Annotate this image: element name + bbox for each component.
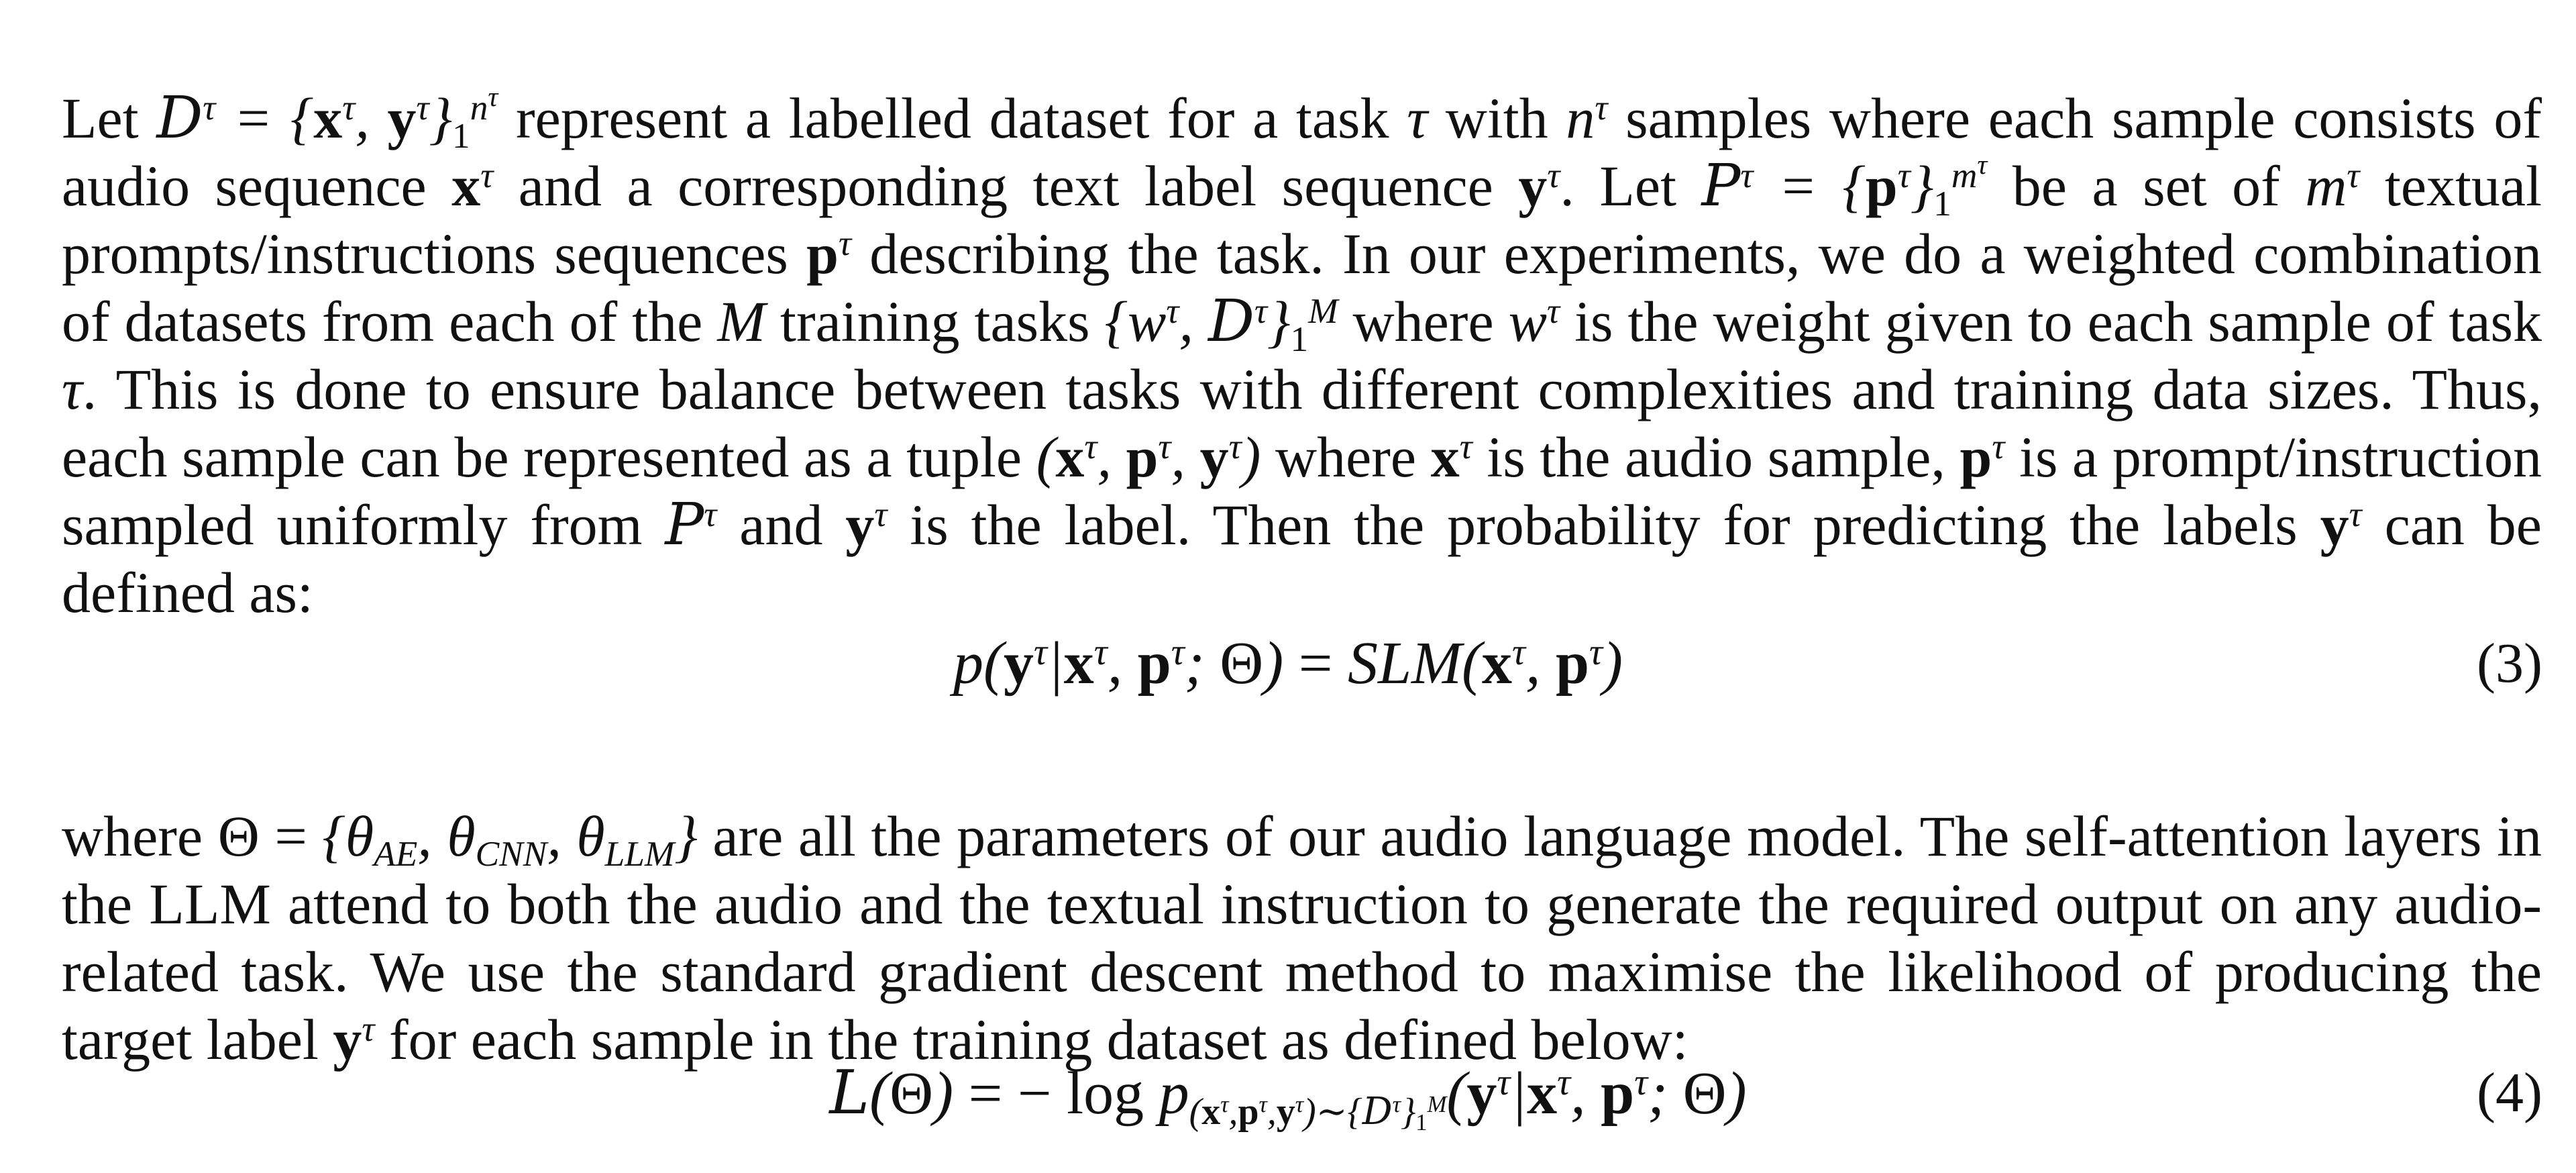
text-run: Let — [62, 86, 157, 150]
text-run: for each sample in the training dataset as defined below: — [374, 1007, 1688, 1072]
math-tau: τ — [62, 357, 83, 421]
equation-4 — [0, 1056, 2576, 1136]
text-run: is the label. Then the probability for predicting the labels — [887, 493, 2320, 557]
text-run: is a prompt/instruction sampled uniformly from — [62, 425, 2542, 557]
text-run: describing the task. In our experiments, we do a weighted combination of datasets from each of the — [62, 221, 2542, 354]
text-run: textual prompts/instructions sequences — [62, 154, 2542, 286]
text-run: be a set of — [1987, 154, 2306, 218]
text-run: with — [1428, 86, 1566, 150]
math-x-tau: $x^\tau$ — [451, 154, 494, 218]
math-M: M — [717, 289, 766, 354]
text-run: training tasks — [765, 289, 1105, 354]
math-prompt-set-def: $P^\tau = \{p^\tau\}_1^{m^\tau}$ — [1701, 148, 1988, 223]
math-weighted-tasks: {$w^\tau$, $D^\tau\}_1^M$ — [1104, 288, 1338, 359]
math-tau: τ — [1407, 86, 1428, 150]
math-m-tau: $m^\tau$ — [2305, 154, 2360, 218]
text-run: is the weight given to each sample of task — [1560, 289, 2542, 354]
text-run: where — [62, 804, 218, 868]
text-run: and — [716, 493, 846, 557]
math-parameters: $\Theta = \{\theta_{AE}$, $\theta_{CNN}$, $\theta_{LLM}$} — [217, 804, 698, 874]
equation-3 — [0, 627, 2576, 701]
math-tuple: ($x^\tau$, $p^\tau$, $y^\tau$) — [1036, 425, 1261, 489]
text-run: . Let — [1560, 154, 1702, 218]
text-run: are all the parameters of our audio language model. The self-attention layers in the LLM attend to both the audio and the textual instruction to generate the required output on any audio-related task. We use the standard gradient descent method to maximise the likelihood of producing the target label — [62, 804, 2542, 1072]
math-x-tau: $x^\tau$ — [1430, 425, 1472, 489]
math-dataset-def: $D^\tau = \{x^\tau$, $y^\tau\}_1^{n^\tau}$ — [156, 81, 498, 156]
text-run: where — [1260, 425, 1431, 489]
text-run: samples where each sample consists of audio sequence — [62, 86, 2542, 218]
math-p-tau: $p^\tau$ — [806, 221, 852, 286]
equation-4-number: (4) — [2477, 1062, 2542, 1124]
equation-3-number: (3) — [2477, 632, 2542, 695]
text-run: represent a labelled dataset for a task — [498, 86, 1407, 150]
math-y-tau: $y^\tau$ — [1518, 154, 1560, 218]
math-n-tau: $n^\tau$ — [1566, 86, 1608, 150]
text-run: and a corresponding text label sequence — [493, 154, 1519, 218]
math-prompt-set: $P^\tau$ — [665, 491, 717, 558]
paragraph-training-objective — [62, 803, 2542, 1074]
math-w-tau: $w^\tau$ — [1508, 289, 1560, 354]
equation-4-body: L(Θ) = − $\log p_{(x^\tau,p^\tau,y^\tau)\sim\{D^\tau\}_1^M}(y^\tau|x^\tau$, $p^\tau$; Θ) — [829, 1058, 1747, 1136]
text-run: is the audio sample, — [1472, 425, 1960, 489]
math-y-tau: $y^\tau$ — [333, 1007, 375, 1072]
text-run: where — [1338, 289, 1509, 354]
math-y-tau: $y^\tau$ — [845, 493, 888, 557]
math-p-tau: $p^\tau$ — [1960, 425, 2005, 489]
text-run: . This is done to ensure balance between tasks with different complexities and training data sizes. Thus, each sample can be represented as a tuple — [62, 357, 2542, 489]
equation-3-body: $p(y^\tau|x^\tau$, $p^\tau$; $\Theta) = SLM(x^\tau$, $p^\tau$) — [953, 630, 1623, 697]
math-y-tau: $y^\tau$ — [2320, 493, 2362, 557]
paragraph-dataset-definition — [62, 81, 2542, 627]
text-run: can be defined as: — [62, 493, 2542, 625]
